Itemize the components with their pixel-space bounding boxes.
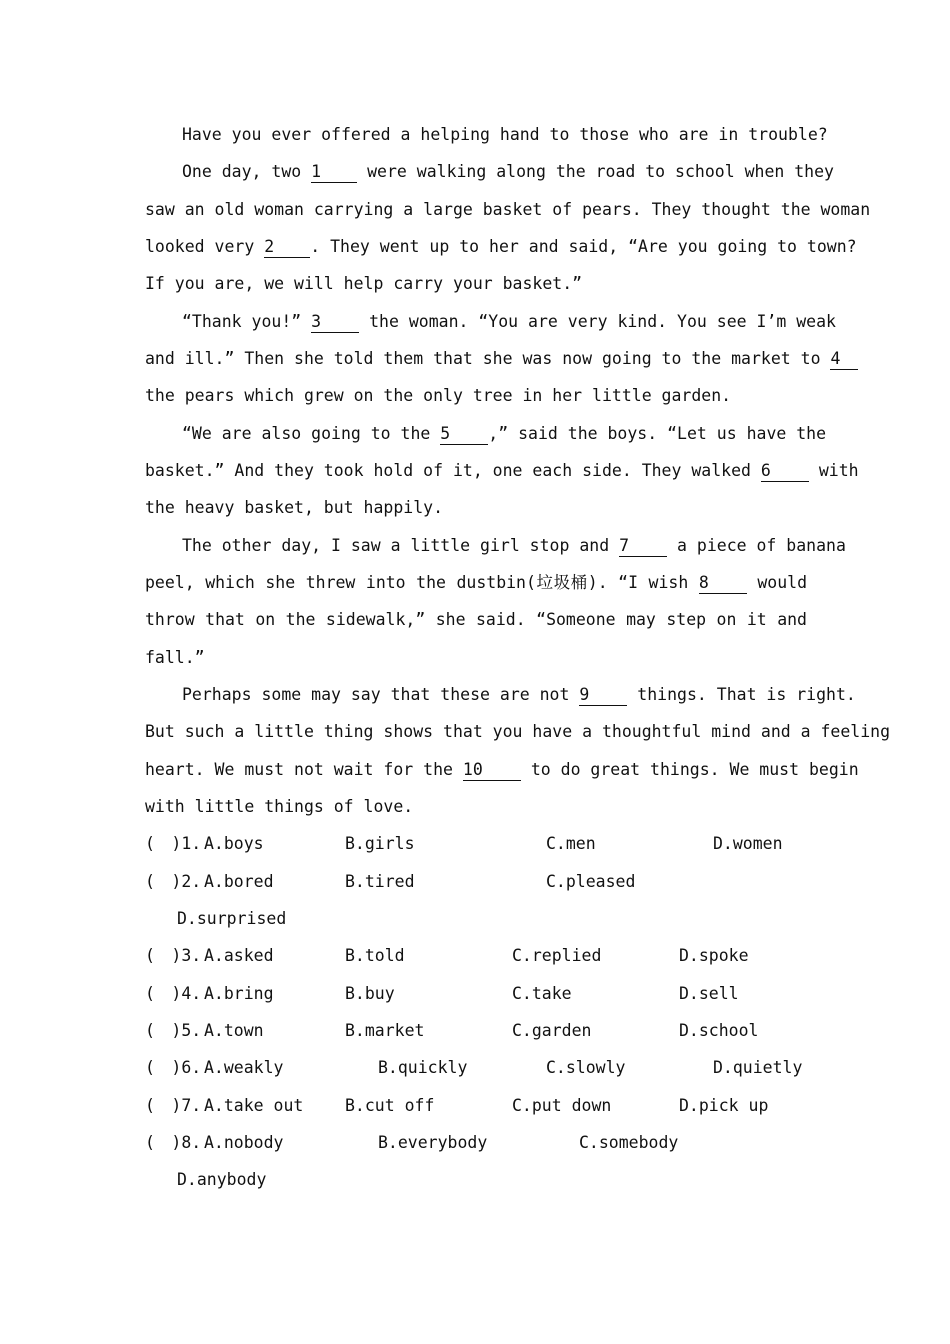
question-6-option-a: A.weakly xyxy=(204,1058,284,1077)
passage-line: But such a little thing shows that you have a thoughtful mind and a feeling xyxy=(145,722,891,741)
passage-line: basket.” And they took hold of it, one each side. They walked 6 with xyxy=(145,461,859,480)
blank-10: 10 xyxy=(463,760,521,781)
blank-7: 7 xyxy=(619,536,667,557)
question-1-option-d: D.women xyxy=(713,834,783,853)
question-8-number: ( )8. xyxy=(145,1133,202,1152)
blank-5: 5 xyxy=(440,424,488,445)
passage-line: “We are also going to the 5 ,” said the boys. “Let us have the xyxy=(182,424,827,443)
question-7-option-b: B.cut off xyxy=(345,1096,435,1115)
question-1-option-c: C.men xyxy=(546,834,596,853)
question-5-option-b: B.market xyxy=(345,1021,425,1040)
passage-line: looked very 2 . They went up to her and said, “Are you going to town? xyxy=(145,237,857,256)
passage-line: One day, two 1 were walking along the road to school when they xyxy=(182,162,834,181)
question-5-option-c: C.garden xyxy=(512,1021,592,1040)
question-1-number: ( )1. xyxy=(145,834,202,853)
question-3-number: ( )3. xyxy=(145,946,202,965)
passage-line: heart. We must not wait for the 10 to do great things. We must begin xyxy=(145,760,859,779)
passage-line: If you are, we will help carry your basket.” xyxy=(145,274,583,293)
question-7-number: ( )7. xyxy=(145,1096,202,1115)
passage-line: peel, which she threw into the dustbin(垃圾桶). “I wish 8 would xyxy=(145,573,808,592)
question-8-option-c: C.somebody xyxy=(579,1133,679,1152)
passage-line: the heavy basket, but happily. xyxy=(145,498,444,517)
question-8-option-b: B.everybody xyxy=(378,1133,488,1152)
question-4-option-a: A.bring xyxy=(204,984,274,1003)
question-7-option-d: D.pick up xyxy=(679,1096,769,1115)
passage-line: fall.” xyxy=(145,648,205,667)
blank-3: 3 xyxy=(311,312,359,333)
passage-line: the pears which grew on the only tree in her little garden. xyxy=(145,386,732,405)
question-2-option-a: A.bored xyxy=(204,872,274,891)
question-4-option-c: C.take xyxy=(512,984,572,1003)
question-2-option-c: C.pleased xyxy=(546,872,636,891)
question-6-option-b: B.quickly xyxy=(378,1058,468,1077)
question-4-option-d: D.sell xyxy=(679,984,739,1003)
question-7-option-a: A.take out xyxy=(204,1096,304,1115)
question-3-option-a: A.asked xyxy=(204,946,274,965)
passage-line: saw an old woman carrying a large basket of pears. They thought the woman xyxy=(145,200,871,219)
passage-line: The other day, I saw a little girl stop and 7 a piece of banana xyxy=(182,536,846,555)
question-2-option-b: B.tired xyxy=(345,872,415,891)
question-6-number: ( )6. xyxy=(145,1058,202,1077)
question-5-number: ( )5. xyxy=(145,1021,202,1040)
question-3-option-c: C.replied xyxy=(512,946,602,965)
question-2-option-d: D.surprised xyxy=(177,909,287,928)
question-4-option-b: B.buy xyxy=(345,984,395,1003)
passage-line: with little things of love. xyxy=(145,797,414,816)
passage-line: Perhaps some may say that these are not 9 things. That is right. xyxy=(182,685,856,704)
question-6-option-c: C.slowly xyxy=(546,1058,626,1077)
question-1-option-b: B.girls xyxy=(345,834,415,853)
passage-line: “Thank you!” 3 the woman. “You are very kind. You see I’m weak xyxy=(182,312,836,331)
question-4-number: ( )4. xyxy=(145,984,202,1003)
question-7-option-c: C.put down xyxy=(512,1096,612,1115)
question-5-option-d: D.school xyxy=(679,1021,759,1040)
question-8-option-d: D.anybody xyxy=(177,1170,267,1189)
passage-line: throw that on the sidewalk,” she said. “Someone may step on it and xyxy=(145,610,807,629)
blank-2: 2 xyxy=(264,237,310,258)
question-5-option-a: A.town xyxy=(204,1021,264,1040)
question-2-number: ( )2. xyxy=(145,872,202,891)
question-6-option-d: D.quietly xyxy=(713,1058,803,1077)
passage-line: and ill.” Then she told them that she was now going to the market to 4 xyxy=(145,340,807,377)
question-8-option-a: A.nobody xyxy=(204,1133,284,1152)
blank-4: 4 xyxy=(830,349,858,370)
question-3-option-b: B.told xyxy=(345,946,405,965)
blank-6: 6 xyxy=(761,461,809,482)
question-3-option-d: D.spoke xyxy=(679,946,749,965)
blank-8: 8 xyxy=(699,573,747,594)
passage-line: Have you ever offered a helping hand to those who are in trouble? xyxy=(182,125,828,144)
question-1-option-a: A.boys xyxy=(204,834,264,853)
blank-9: 9 xyxy=(579,685,627,706)
blank-1: 1 xyxy=(311,162,357,183)
